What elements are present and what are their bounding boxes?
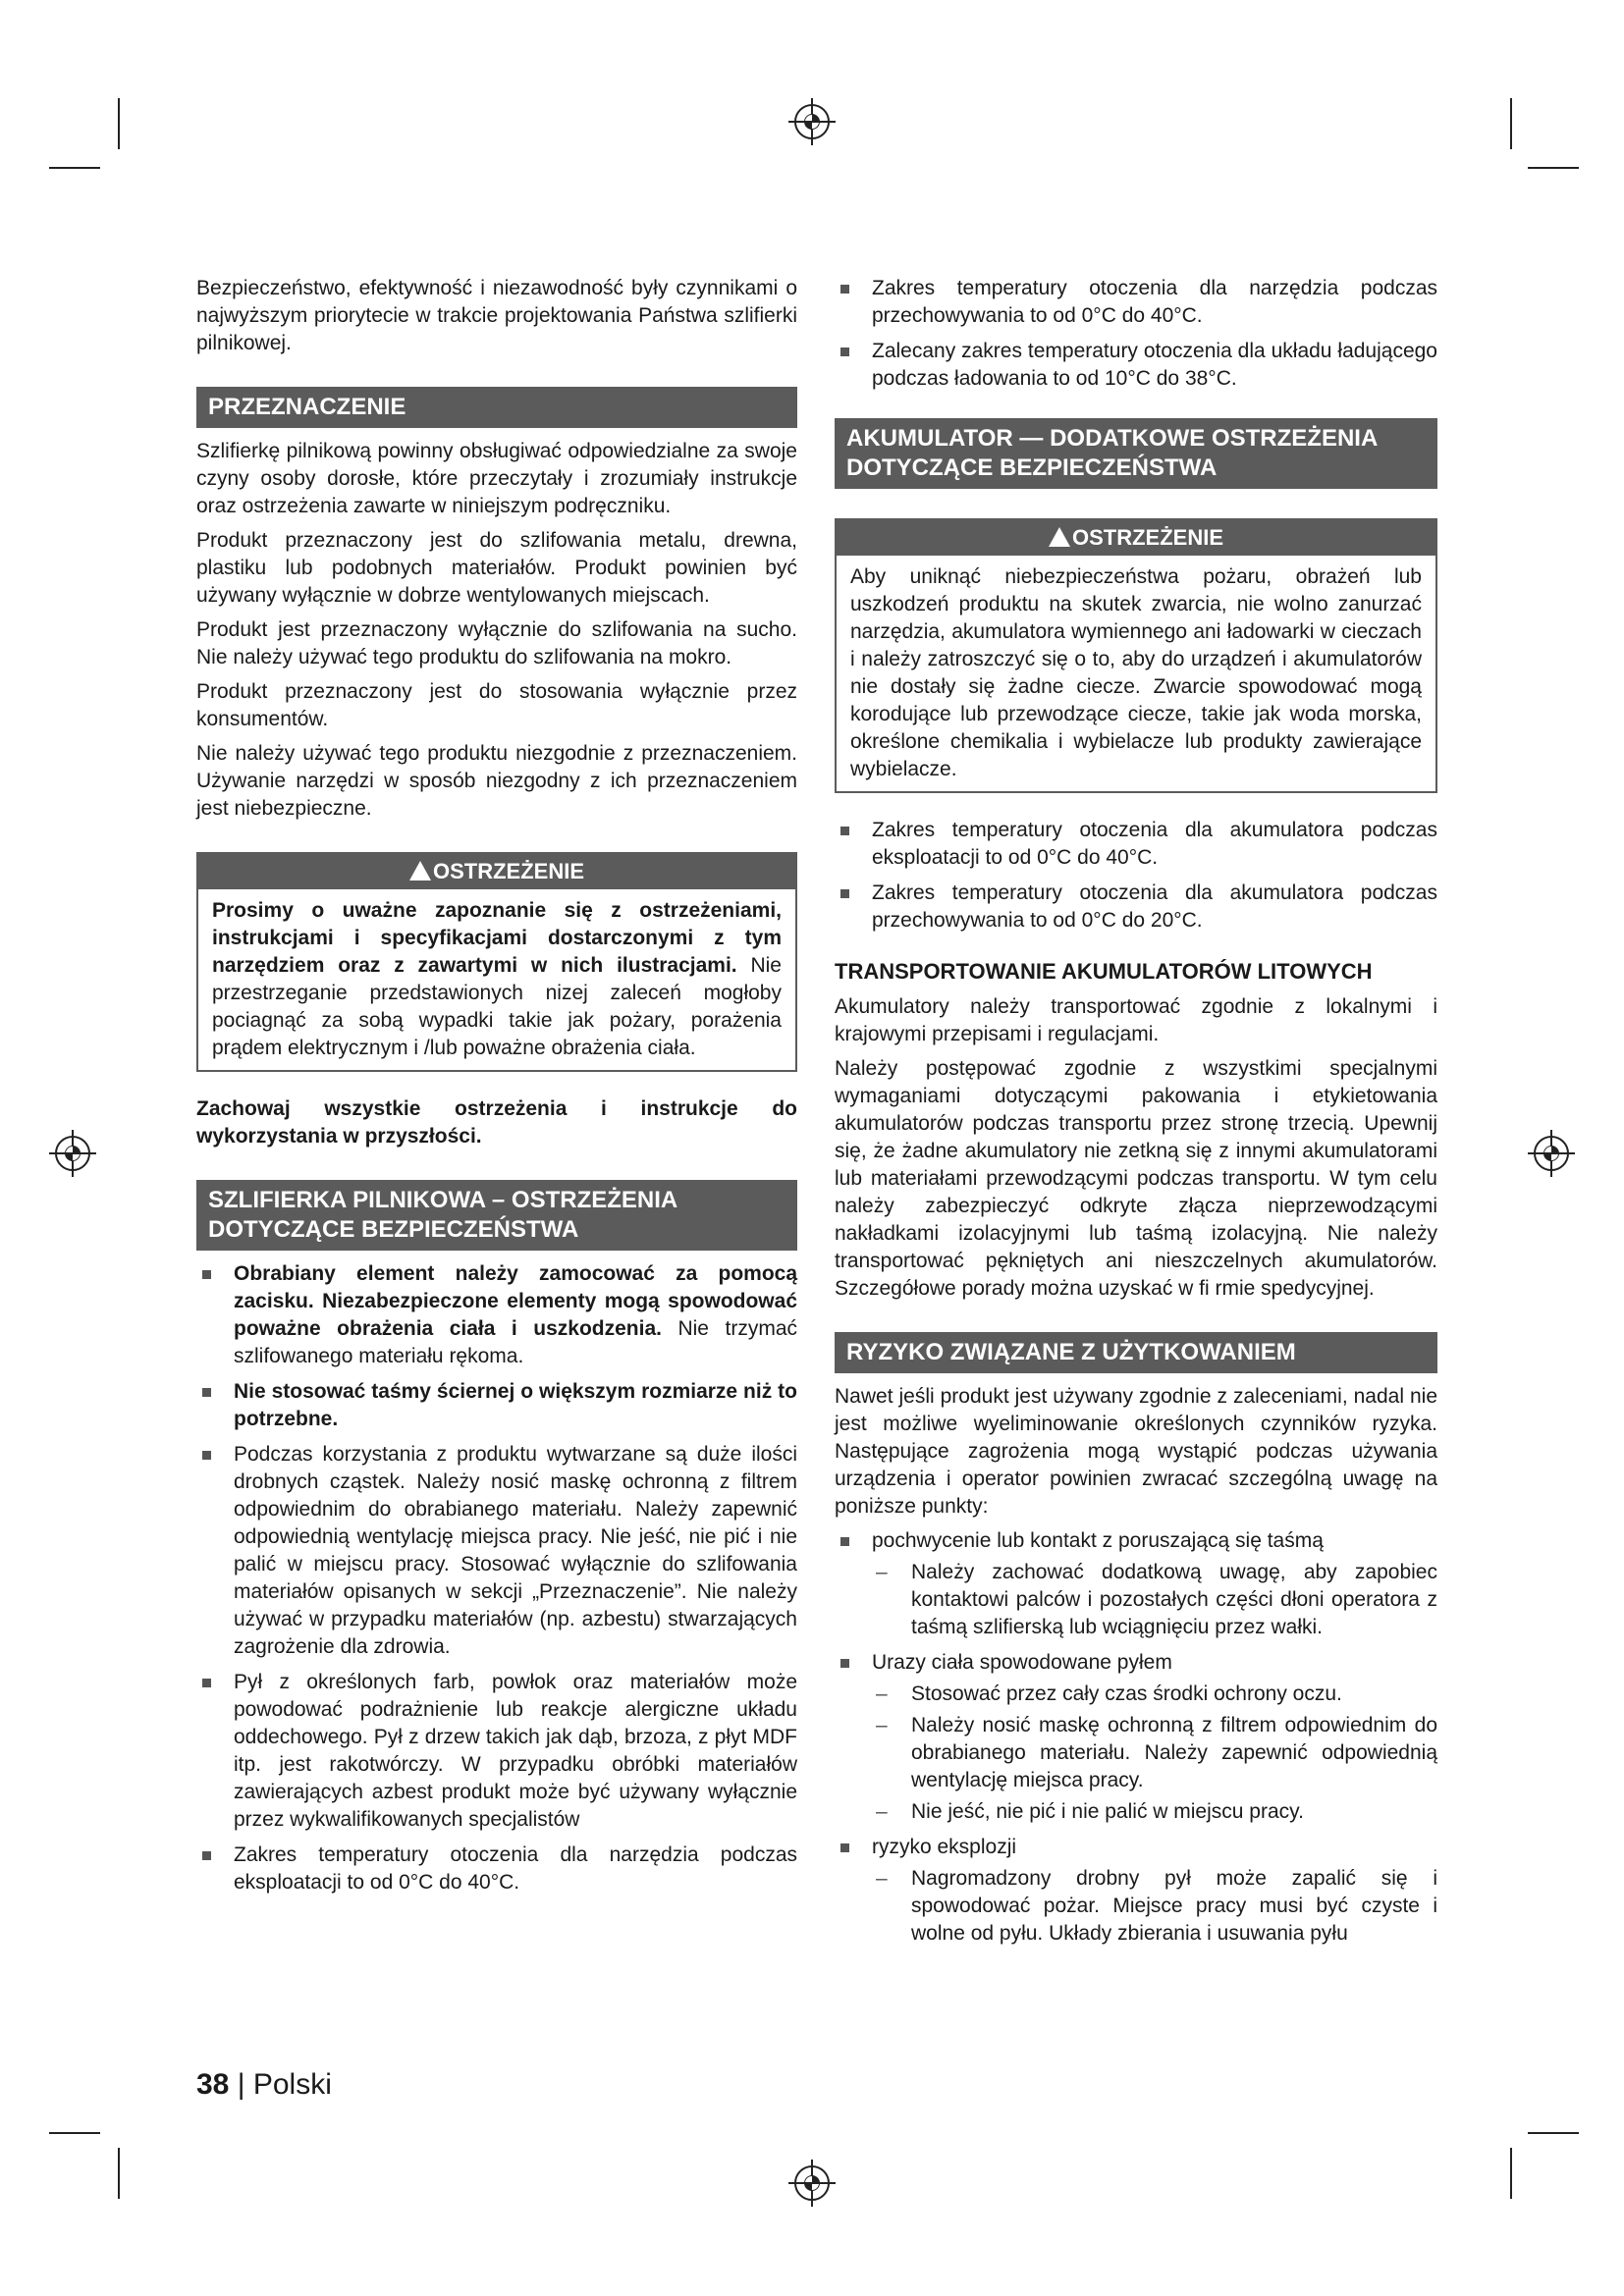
- list-item: Zalecany zakres temperatury otoczenia dla układu ładującego podczas ładowania to od 10°C do 38°C.: [835, 338, 1437, 393]
- warning-text: Nie przestrzeganie przedstawionych nizej zaleceń mogłoby pociagnąć za sobą wypadki takie jak pożary, porażenia prądem elektrycznym i /lub poważne obrażenia ciała.: [212, 954, 782, 1059]
- warning-title: [837, 520, 1435, 556]
- list-item-text: Urazy ciała spowodowane pyłem: [872, 1651, 1172, 1674]
- crop-mark: [1528, 2132, 1579, 2134]
- list-item: [835, 1527, 1437, 1641]
- sub-list-item: – Nagromadzony drobny pył może zapalić się i spowodować pożar. Miejsce pracy musi być czyste i wolne od pyłu. Układy zbierania i usuwania pyłu: [872, 1865, 1437, 1948]
- crop-mark: [1510, 98, 1512, 149]
- sub-list: [872, 1559, 1437, 1641]
- paragraph: Należy postępować zgodnie z wszystkimi specjalnymi wymaganiami dotyczącymi pakowania i etykietowania akumulatorów podczas transportu przez stronę trzecią. Upewnij się, że żadne akumulatory nie zetkną się z innymi akumulatorami lub materiałami przewodzącymi podczas transportu. W tym celu należy zabezpieczyć odkryte złącza nieprzewodzącymi nakładkami izolacyjnymi lub taśmą izolacyjną. Nie należy transportować pękniętych ani nieszczelnych akumulatorów. Szczegółowe porady można uzyskać w fi rmie spedycyjnej.: [835, 1057, 1437, 1300]
- list-item-text: ryzyko eksplozji: [872, 1836, 1017, 1858]
- sub-list-item: – Stosować przez cały czas środki ochrony oczu.: [872, 1681, 1437, 1708]
- registration-mark-icon: [1534, 1136, 1569, 1171]
- list-item: Podczas korzystania z produktu wytwarzane są duże ilości drobnych cząstek. Należy nosić maskę ochronną z filtrem odpowiednim do obrabianego materiału. Należy zapewnić odpowiednią wentylację miejsca pracy. Nie jeść, nie pić i nie palić w miejscu pracy. Stosować wyłącznie do szlifowania materiałów opisanych w sekcji „Przeznaczenie”. Nie należy używać w przypadku materiałów (np. azbestu) stwarzających zagrożenie dla zdrowia.: [196, 1441, 797, 1661]
- list-item: [196, 1260, 797, 1370]
- list-item: [835, 1834, 1437, 1948]
- warning-body: Aby uniknąć niebezpieczeństwa pożaru, obrażeń lub uszkodzeń produktu na skutek zwarcia, nie wolno zanurzać narzędzia, akumulatora wymiennego ani ładowarki w cieczach i należy zatroszczyć się o to, aby do urządzeń i akumulatorów nie dostały się żadne ciecze. Zwarcie spowodować mogą korodujące lub przewodzące ciecze, takie jak woda morska, określone chemikalia i wybielacze lub produkty zawierające wybielacze.: [850, 565, 1422, 780]
- crop-mark: [118, 2148, 120, 2199]
- warning-box: [835, 518, 1437, 793]
- subheading-transport: TRANSPORTOWANIE AKUMULATORÓW LITOWYCH: [835, 959, 1373, 984]
- section-heading-przeznaczenie: PRZEZNACZENIE: [196, 387, 797, 428]
- sub-list: [872, 1865, 1437, 1948]
- paragraph: Produkt przeznaczony jest do szlifowania metalu, drewna, plastiku lub podobnych materiałów. Produkt powinien być używany wyłącznie w dobrze wentylowanych miejscach.: [196, 529, 797, 607]
- list-item: Zakres temperatury otoczenia dla akumulatora podczas przechowywania to od 0°C do 20°C.: [835, 880, 1437, 934]
- footer-language: Polski: [252, 2068, 332, 2101]
- left-column: [196, 275, 797, 1904]
- crop-mark: [49, 2132, 100, 2134]
- intro-paragraph: Bezpieczeństwo, efektywność i niezawodność były czynnikami o najwyższym priorytecie w trakcie projektowania Państwa szlifierki pilnikowej.: [196, 277, 797, 354]
- list-item: Zakres temperatury otoczenia dla akumulatora podczas eksploatacji to od 0°C do 40°C.: [835, 817, 1437, 872]
- sub-list-item: – Należy zachować dodatkową uwagę, aby zapobiec kontaktowi palców i pozostałych części dłoni operatora z taśmą szlifierską lub wciągnięciu przez wałki.: [872, 1559, 1437, 1641]
- warning-box: [196, 852, 797, 1072]
- risk-list: [835, 1527, 1437, 1948]
- section-heading-szlifierka: SZLIFIERKA PILNIKOWA – OSTRZEŻENIA DOTYCZĄCE BEZPIECZEŃSTWA: [196, 1180, 797, 1251]
- temperature-list: [835, 275, 1437, 393]
- list-item-text: pochwycenie lub kontakt z poruszającą się taśmą: [872, 1529, 1324, 1552]
- crop-mark: [1510, 2148, 1512, 2199]
- warning-title-text: OSTRZEŻENIE: [1071, 525, 1223, 550]
- registration-mark-icon: [794, 2165, 830, 2201]
- paragraph: Akumulatory należy transportować zgodnie z lokalnymi i krajowymi przepisami i regulacjami.: [835, 995, 1437, 1045]
- warning-title: [198, 854, 795, 889]
- paragraph: Szlifierkę pilnikową powinny obsługiwać odpowiedzialne za swoje czyny osoby dorosłe, które przeczytały i zrozumiały instrukcje oraz ostrzeżenia zawarte w niniejszym podręczniku.: [196, 440, 797, 517]
- warning-bold-text: Prosimy o uważne zapoznanie się z ostrzeżeniami, instrukcjami i specyfikacjami dostarczonymi z tym narzędziem oraz z zawartymi w nich ilustracjami.: [212, 899, 782, 977]
- section-heading-ryzyko: RYZYKO ZWIĄZANE Z UŻYTKOWANIEM: [835, 1332, 1437, 1373]
- paragraph: Nie należy używać tego produktu niezgodnie z przeznaczeniem. Używanie narzędzi w sposób niezgodny z ich przeznaczeniem jest niebezpieczne.: [196, 742, 797, 820]
- crop-mark: [1528, 167, 1579, 169]
- crop-mark: [49, 167, 100, 169]
- paragraph: Nawet jeśli produkt jest używany zgodnie z zaleceniami, nadal nie jest możliwe wyeliminowanie określonych czynników ryzyka. Następujące zagrożenia mogą wystąpić podczas używania urządzenia i operator powinien zwracać szczególną uwagę na poniższe punkty:: [835, 1385, 1437, 1518]
- registration-mark-icon: [55, 1136, 90, 1171]
- crop-mark: [118, 98, 120, 149]
- paragraph: Produkt przeznaczony jest do stosowania wyłącznie przez konsumentów.: [196, 680, 797, 730]
- safety-list: [196, 1260, 797, 1896]
- section-heading-akumulator: AKUMULATOR — DODATKOWE OSTRZEŻENIA DOTYCZĄCE BEZPIECZEŃSTWA: [835, 418, 1437, 489]
- sub-list-item: – Nie jeść, nie pić i nie palić w miejscu pracy.: [872, 1798, 1437, 1826]
- list-item: Zakres temperatury otoczenia dla narzędzia podczas eksploatacji to od 0°C do 40°C.: [196, 1842, 797, 1896]
- page-number: 38: [196, 2068, 230, 2101]
- warning-triangle-icon: [1049, 527, 1070, 547]
- list-item-text: Nie trzymać szlifowanego materiału rękoma.: [234, 1317, 797, 1367]
- sub-list-item: – Należy nosić maskę ochronną z filtrem odpowiednim do obrabianego materiału. Należy zapewnić odpowiednią wentylację miejsca pracy.: [872, 1712, 1437, 1794]
- paragraph: Produkt jest przeznaczony wyłącznie do szlifowania na sucho. Nie należy używać tego produktu do szlifowania na mokro.: [196, 618, 797, 668]
- warning-triangle-icon: [409, 861, 431, 881]
- registration-mark-icon: [794, 104, 830, 139]
- list-item: [835, 1649, 1437, 1826]
- list-item-bold: Obrabiany element należy zamocować za pomocą zacisku. Niezabezpieczone elementy mogą spowodować poważne obrażenia ciała i uszkodzenia.: [234, 1262, 797, 1340]
- warning-title-text: OSTRZEŻENIE: [432, 859, 584, 883]
- sub-list: [872, 1681, 1437, 1826]
- footer-separator: |: [229, 2068, 253, 2101]
- list-item: Pył z określonych farb, powłok oraz materiałów może powodować podrażnienie lub reakcje alergiczne układu oddechowego. Pył z drzew takich jak dąb, brzoza, z płyt MDF itp. jest rakotwórczy. W przypadku obróbki materiałów zawierających azbest produkt może być używany wyłącznie przez wykwalifikowanych specjalistów: [196, 1669, 797, 1834]
- list-item: Zakres temperatury otoczenia dla narzędzia podczas przechowywania to od 0°C do 40°C.: [835, 275, 1437, 330]
- list-item-bold: Nie stosować taśmy ściernej o większym rozmiarze niż to potrzebne.: [234, 1380, 797, 1430]
- battery-temperature-list: [835, 817, 1437, 934]
- page-footer: [196, 2067, 332, 2103]
- right-column: [835, 275, 1437, 1955]
- list-item: [196, 1378, 797, 1433]
- warning-body: [198, 889, 795, 1070]
- keep-instructions-note: Zachowaj wszystkie ostrzeżenia i instrukcje do wykorzystania w przyszłości.: [196, 1097, 797, 1148]
